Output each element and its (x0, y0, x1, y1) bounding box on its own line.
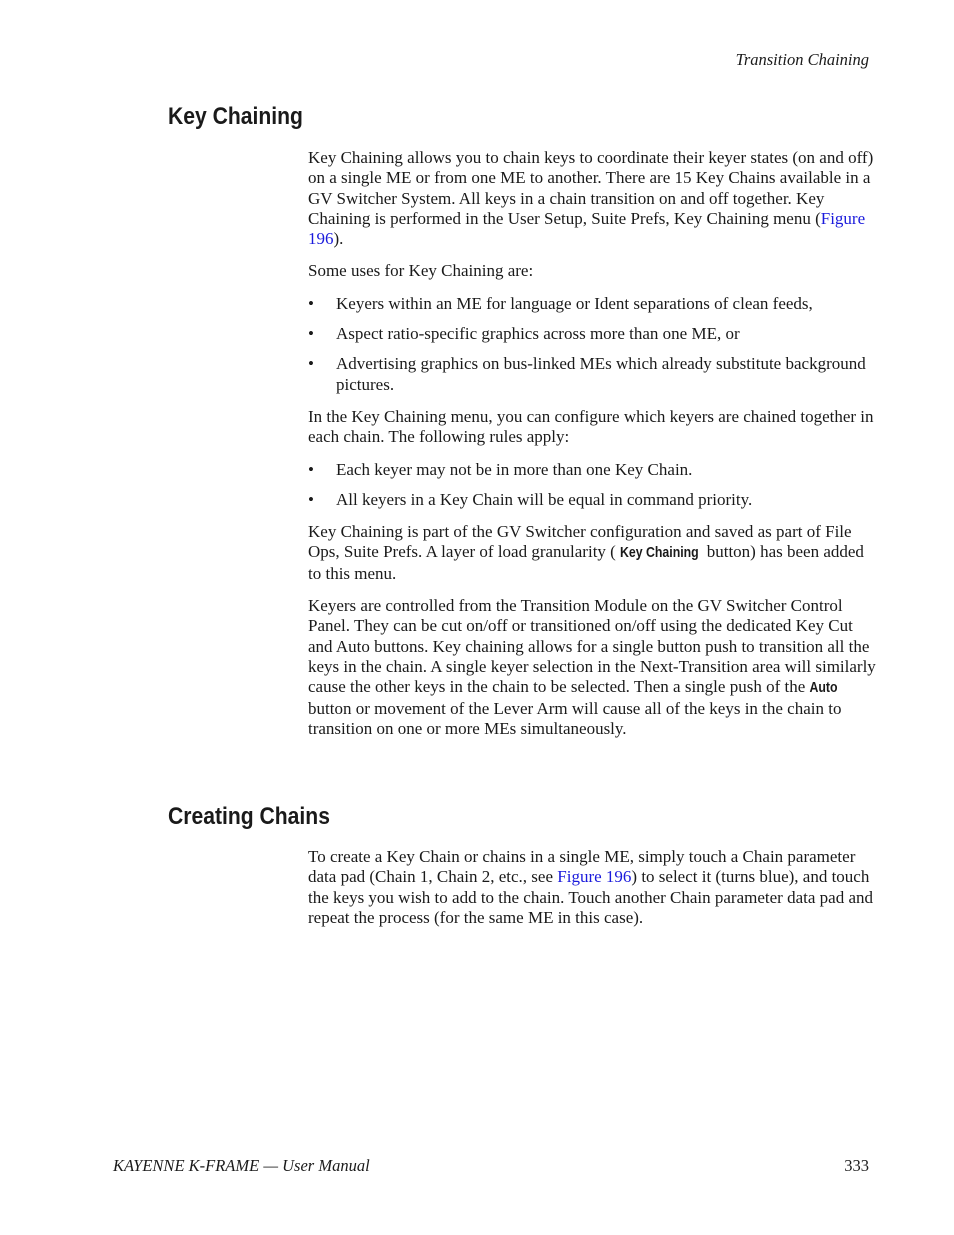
bullet-list (308, 460, 878, 511)
list-item: • Aspect ratio-specific graphics across more than one ME, or (308, 324, 740, 344)
bullet-list (308, 294, 878, 395)
figure-196-link[interactable]: Figure 196 (308, 208, 866, 249)
page-number: 333 (844, 1156, 869, 1175)
auto-button-label: Auto (808, 680, 838, 697)
footer-manual-title: KAYENNE K-FRAME — User Manual (113, 1156, 370, 1175)
list-item: • Keyers within an ME for language or Ident separations of clean feeds, (308, 293, 813, 313)
section-heading-creating-chains: Creating Chains (168, 803, 330, 830)
paragraph: Key Chaining allows you to chain keys to coordinate their keyer states (on and off) on a single ME or from one ME to another. There are 15 Key Chains available in a GV Switcher System. All keys in a chain transition on and off together. Key Chaining is performed in the User Setup, Suite Prefs, Key Chaining menu (Figure 196). (308, 148, 874, 249)
figure-196-link[interactable]: Figure 196 (557, 867, 632, 887)
list-item: • Advertising graphics on bus-linked MEs which already substitute background pictures. (308, 354, 866, 394)
paragraph: In the Key Chaining menu, you can configure which keyers are chained together in each chain. The following rules apply: (308, 406, 874, 447)
running-header: Transition Chaining (735, 50, 869, 69)
paragraph: Keyers are controlled from the Transition Module on the GV Switcher Control Panel. They can be cut on/off or transitioned on/off using the dedicated Key Cut and Auto buttons. Key chaining allows for a single button push to transition all the keys in the chain. A single keyer selection in the Next-Transition area will similarly cause the other keys in the chain to be selected. Then a single push of the Auto button or movement of the Lever Arm will cause all of the keys in the chain to transition on one or more MEs simultaneously. (308, 596, 876, 738)
key-chaining-button-label: Key Chaining (619, 545, 699, 562)
paragraph: Key Chaining is part of the GV Switcher configuration and saved as part of File Ops, Suite Prefs. A layer of load granularity ( Key Chaining button) has been added to this menu. (308, 522, 864, 583)
key-chaining-body (308, 148, 878, 751)
creating-chains-body (308, 847, 878, 940)
paragraph: Some uses for Key Chaining are: (308, 261, 534, 281)
list-item: • All keyers in a Key Chain will be equal in command priority. (308, 489, 753, 509)
paragraph: To create a Key Chain or chains in a single ME, simply touch a Chain parameter data pad (Chain 1, Chain 2, etc., see Figure 196) to select it (turns blue), and touch the keys you wish to add to the chain. Touch another Chain parameter data pad and repeat the process (for the same ME in this case). (308, 847, 873, 927)
section-heading-key-chaining: Key Chaining (168, 103, 303, 130)
list-item: • Each keyer may not be in more than one Key Chain. (308, 459, 693, 479)
